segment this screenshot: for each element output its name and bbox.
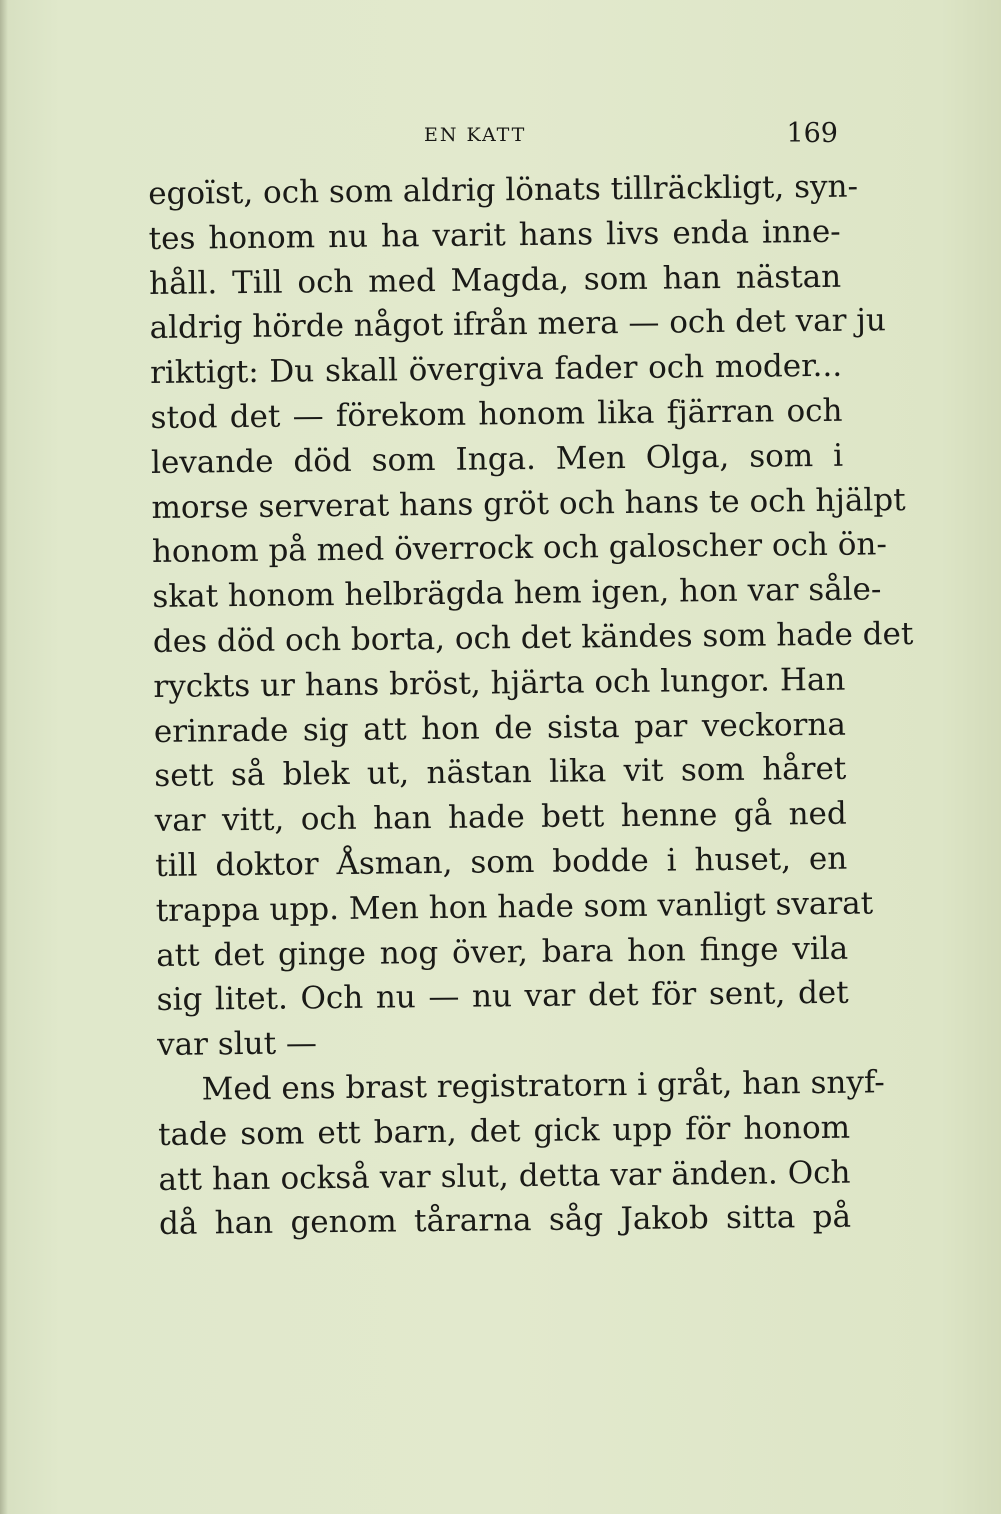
text-line-paragraph-start: Med ens brast registratorn i gråt, han snyf- [201,1064,885,1108]
text-line: riktigt: Du skall övergiva fader och moder... [149,347,843,392]
text-line: trappa upp. Men hon hade som vanligt svarat [155,885,874,929]
text-line: levande död som Inga. Men Olga, som i [150,437,844,481]
text-line: skat honom helbrägda hem igen, hon var såle- [152,571,882,616]
body-text [148,165,914,1247]
text-line: des död och borta, och det kändes som hade det [152,615,914,660]
page-edge-shadow [0,0,8,1514]
text-line: sett så blek ut, nästan lika vit som håret [154,751,847,795]
text-line: morse serverat hans gröt och hans te och hjälpt [151,481,906,526]
text-line: var vitt, och han hade bett henne gå ned [154,795,847,840]
running-head-title: EN KATT [424,124,527,146]
text-line: honom på med överrock och galoscher och ön- [151,526,888,571]
text-line: tade som ett barn, det gick upp för honom [157,1109,851,1153]
text-line: tes honom nu ha varit hans livs enda inne- [148,213,841,257]
page-number: 169 [786,118,838,149]
text-line: att han också var slut, detta var änden. Och [158,1154,851,1198]
running-head [148,118,838,154]
text-line: egoïst, och som aldrig lönats tillräckligt, syn- [148,168,859,212]
text-line: till doktor Åsman, som bodde i huset, en [155,840,848,884]
text-line: erinrade sig att hon de sista par veckorna [153,706,847,750]
text-line: ryckts ur hans bröst, hjärta och lungor. Han [153,661,846,705]
text-line: att det ginge nog över, bara hon finge vila [156,930,849,974]
text-line: aldrig hörde något ifrån mera — och det var ju [149,302,887,347]
text-line: sig litet. Och nu — nu var det för sent, det [156,975,849,1019]
text-line: stod det — förekom honom lika fjärran och [150,392,843,436]
text-line-paragraph-end: var slut — [156,1025,318,1064]
text-line: då han genom tårarna såg Jakob sitta på [158,1199,852,1243]
text-line: håll. Till och med Magda, som han nästan [148,258,842,302]
